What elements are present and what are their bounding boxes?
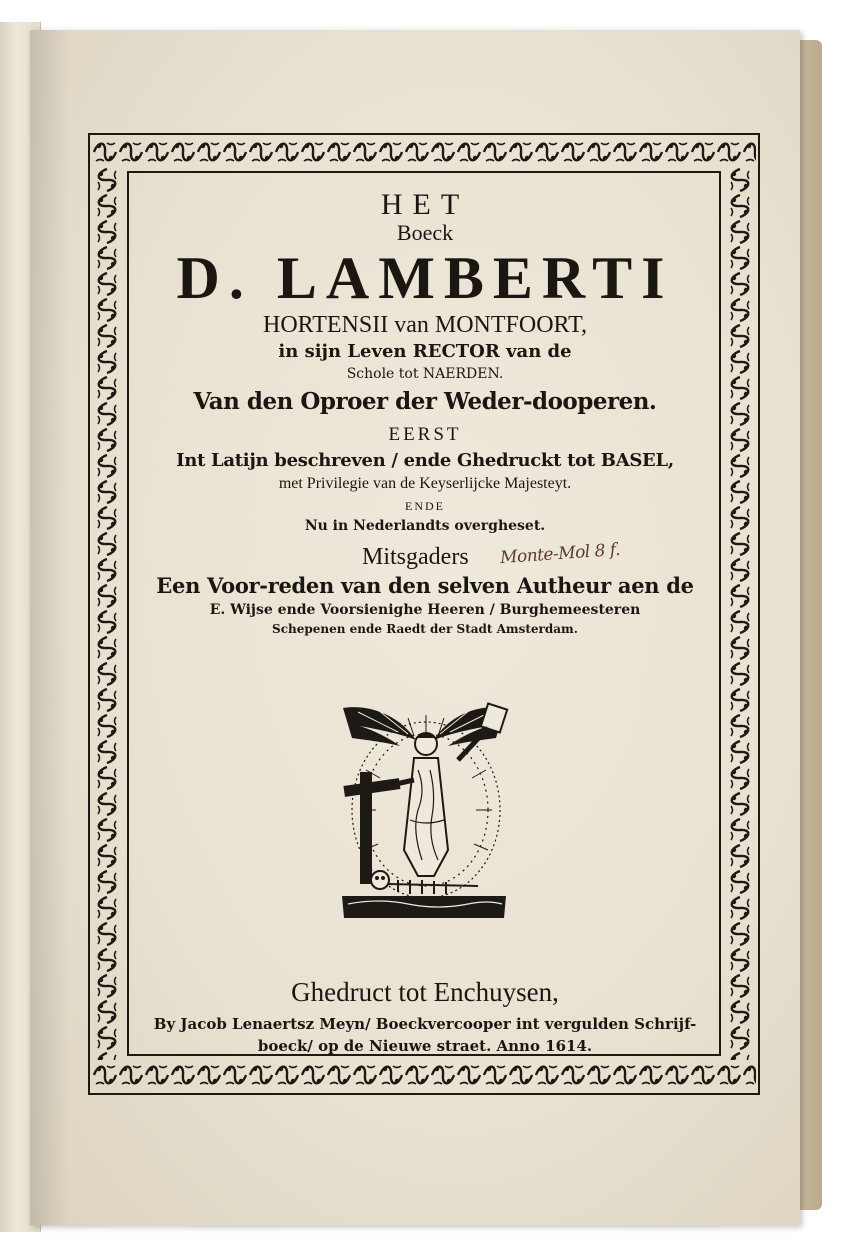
dedication-line: E. Wijse ende Voorsienighe Heeren / Burghemeesteren — [209, 602, 641, 618]
original-publication: Int Latijn beschreven / ende Ghedruckt tot BASEL, — [176, 450, 674, 471]
author-role: in sijn Leven RECTOR van de — [278, 341, 572, 362]
preface-line: Een Voor-reden van den selven Autheur aen de — [156, 573, 694, 598]
dedication-line-2: Schepenen ende Raedt der Stadt Amsterdam. — [272, 622, 578, 636]
eerst-label: EERST — [388, 424, 462, 445]
title-boeck: Boeck — [396, 220, 454, 245]
ornament-border-bottom — [92, 1060, 756, 1091]
mitsgaders-row — [140, 539, 710, 572]
imprint-place: Ghedruct tot Enchuysen, — [291, 977, 559, 1007]
ende-label: ENDE — [405, 499, 445, 513]
gutter-shadow — [30, 30, 70, 1225]
title-block — [140, 180, 710, 638]
author-school: Schole tot NAERDEN. — [346, 366, 504, 382]
title-het: HET — [380, 188, 470, 221]
author-name: D. LAMBERTI — [176, 245, 674, 311]
author-surname: HORTENSII van MONTFOORT, — [263, 312, 587, 338]
ornament-border-top — [92, 137, 756, 167]
imprint-address-date: boeck/ op de Nieuwe straet. Anno 1614. — [257, 1037, 593, 1055]
angel-with-cross-and-skeleton-icon — [338, 700, 510, 920]
privilege-line: met Privilegie van de Keyserlijcke Majesteyt. — [278, 475, 572, 492]
ornament-border-right — [725, 167, 756, 1060]
imprint-printer: By Jacob Lenaertsz Meyn/ Boeckvercooper int vergulden Schrijf- — [153, 1015, 697, 1033]
book-subject: Van den Oproer der Weder-dooperen. — [193, 388, 657, 415]
ornament-border-left — [92, 167, 123, 1060]
imprint-block — [140, 975, 710, 1057]
handwritten-annotation: Monte-Mol 8 f. — [499, 539, 621, 569]
mitsgaders-label: Mitsgaders — [362, 544, 469, 570]
translation-line: Nu in Nederlandts overgheset. — [304, 518, 546, 534]
